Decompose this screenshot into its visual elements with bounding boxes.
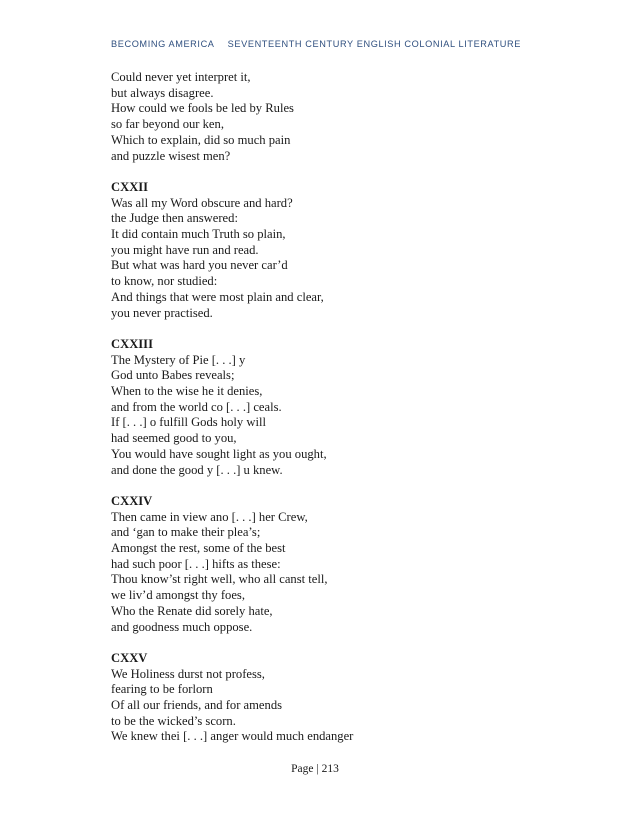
stanza-numeral: CXXV [111,650,148,665]
page-number: Page | 213 [291,763,339,775]
verse-line: and goodness much oppose. [111,619,253,634]
verse-line: If [. . .] o fulfill Gods holy will [111,415,266,430]
verse-line: Which to explain, did so much pain [111,132,291,147]
verse-line: you never practised. [111,305,213,320]
stanza [111,337,531,478]
poem-body [111,70,531,761]
verse-line: Thou know’st right well, who all canst tell, [111,572,328,587]
verse-line: had seemed good to you, [111,431,237,446]
stanza-numeral: CXXIII [111,336,153,351]
verse-line: Could never yet interpret it, [111,70,251,84]
verse-line: We Holiness durst not profess, [111,666,265,681]
verse-line: to know, nor studied: [111,274,218,289]
verse-line: and done the good y [. . .] u knew. [111,462,283,477]
stanza [111,494,531,635]
stanza-numeral: CXXII [111,179,149,194]
verse-line: Was all my Word obscure and hard? [111,195,293,210]
stanza [111,70,531,164]
verse-line: but always disagree. [111,85,214,100]
verse-line: we liv’d amongst thy foes, [111,588,245,603]
verse-line: God unto Babes reveals; [111,368,235,383]
verse-line: you might have run and read. [111,242,259,257]
verse-line: Then came in view ano [. . .] her Crew, [111,509,308,524]
stanza-numeral: CXXIV [111,493,153,508]
page-footer [0,763,630,775]
header-section-title: SEVENTEENTH CENTURY ENGLISH COLONIAL LITERATURE [227,39,521,49]
verse-line: It did contain much Truth so plain, [111,227,286,242]
header-book-title: BECOMING AMERICA [111,39,215,49]
verse-line: had such poor [. . .] hifts as these: [111,556,281,571]
verse-line: and puzzle wisest men? [111,148,231,163]
verse-line: so far beyond our ken, [111,117,224,132]
verse-line: The Mystery of Pie [. . .] y [111,352,246,367]
verse-line: the Judge then answered: [111,211,238,226]
verse-line: We knew thei [. . .] anger would much endanger [111,729,354,744]
verse-line: fearing to be forlorn [111,682,213,697]
stanza [111,180,531,321]
running-header [111,39,521,49]
verse-line: How could we fools be led by Rules [111,101,294,116]
verse-line: And things that were most plain and clear, [111,289,324,304]
stanza [111,651,531,745]
verse-line: When to the wise he it denies, [111,384,263,399]
verse-line: and from the world co [. . .] ceals. [111,399,282,414]
verse-line: You would have sought light as you ought, [111,446,327,461]
verse-line: Amongst the rest, some of the best [111,541,286,556]
verse-line: Of all our friends, and for amends [111,698,283,713]
verse-line: But what was hard you never car’d [111,258,288,273]
verse-line: Who the Renate did sorely hate, [111,603,273,618]
verse-line: to be the wicked’s scorn. [111,713,236,728]
verse-line: and ‘gan to make their plea’s; [111,525,261,540]
